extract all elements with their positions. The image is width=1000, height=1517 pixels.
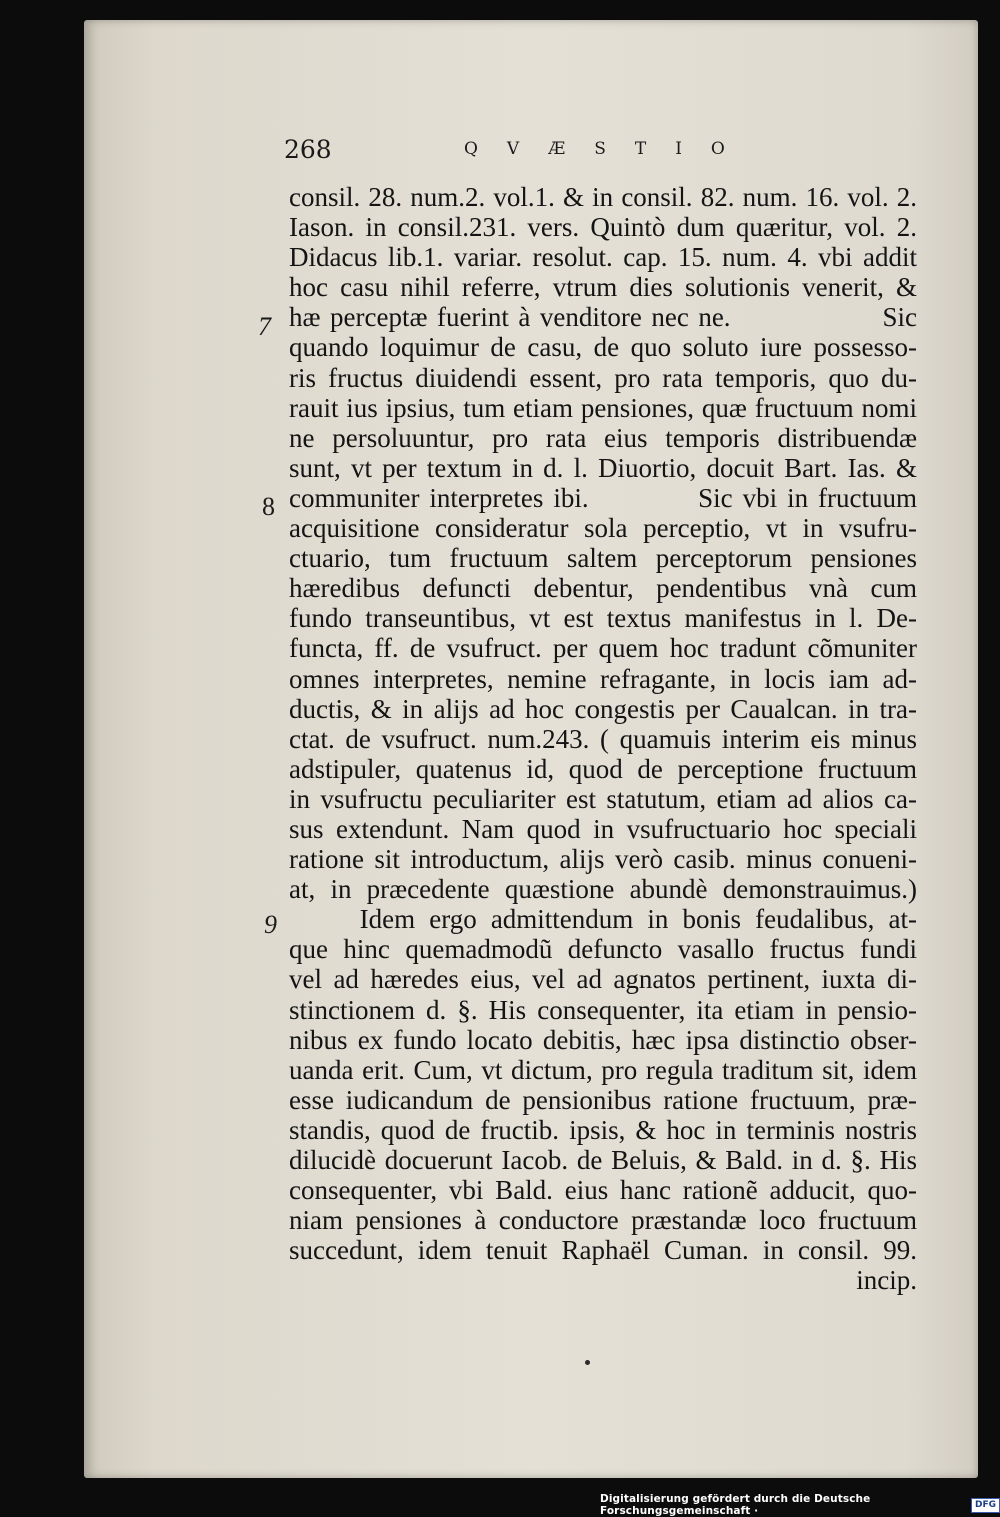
text-line: dilucidè docuerunt Iacob. de Beluis, & Bald. in d. §. His [289,1145,917,1175]
text-line: adstipuler, quatenus id, quod de perceptione fructuum [289,753,917,784]
text-line: ctuario, tum fructuum saltem perceptorum pensiones [289,543,917,574]
text-line: Iason. in consil.231. vers. Quintò dum quæritur, vol. 2. [289,212,917,243]
text-line: fundo transeuntibus, vt est textus manifestus in l. De- [289,603,917,634]
dfg-logo: DFG [971,1498,1000,1513]
text-line: ductis, & in alijs ad hoc congestis per Caualcan. in tra- [289,693,917,724]
digitization-footer [600,1493,1000,1517]
text-line: Didacus lib.1. variar. resolut. cap. 15. num. 4. vbi addit [289,242,917,273]
text-line: sus extendunt. Nam quod in vsufructuario hoc speciali [289,813,917,844]
text-line: communiter interpretes ibi. Sic vbi in fructuum [289,482,917,513]
text-line: at, in præcedente quæstione abundè demonstrauimus.) [289,874,917,905]
text-line: standis, quod de fructib. ipsis, & hoc in terminis nostris [289,1114,917,1145]
text-line: ctat. de vsufruct. num.243. ( quamuis interim eis minus [289,723,917,754]
text-line: rauit ius ipsius, tum etiam pensiones, quæ fructuum nomi [289,392,917,423]
body-text [289,182,917,1295]
catchword: incip. [856,1265,917,1296]
text-line: hæredibus defuncti debentur, pendentibus vnà cum [289,573,917,604]
text-line: que hinc quemadmodũ defuncto vasallo fructus fundi [289,934,917,965]
text-line: quando loquimur de casu, de quo soluto iure possesso- [289,332,917,363]
text-line: nibus ex fundo locato debitis, hæc ipsa distinctio obser- [289,1024,917,1055]
text-line: acquisitione consideratur sola perceptio, vt in vsufru- [289,513,917,544]
text-line: omnes interpretes, nemine refragante, in locis iam ad- [289,663,917,694]
text-line: succedunt, idem tenuit Raphaël Cuman. in consil. 99. [289,1235,917,1266]
text-line: esse iudicandum de pensionibus ratione fructuum, præ- [289,1084,917,1115]
ink-dot [585,1360,590,1365]
text-line: ne persoluuntur, pro rata eius temporis distribuendæ [289,422,917,453]
text-line: functa, ff. de vsufruct. per quem hoc tradunt cõmuniter [289,633,917,664]
text-line: ris fructus diuidendi essent, pro rata temporis, quo du- [289,362,917,393]
text-line: in vsufructu peculiariter est statutum, etiam ad alios ca- [289,783,917,814]
page-number: 268 [284,135,332,164]
text-line: sunt, vt per textum in d. l. Diuortio, docuit Bart. Ias. & [289,452,917,483]
text-line: hoc casu nihil referre, vtrum dies solutionis venerit, & [289,272,917,303]
text-line: consil. 28. num.2. vol.1. & in consil. 82. num. 16. vol. 2. [289,182,917,212]
text-line: ratione sit introductum, alijs verò casib. minus conueni- [289,844,917,875]
text-line: Idem ergo admittendum in bonis feudalibus, at- [289,904,917,935]
text-line: uanda erit. Cum, vt dictum, pro regula traditum sit, idem [289,1054,917,1085]
margin-number: 9 [264,910,277,939]
text-line: niam pensiones à conductore præstandæ loco fructuum [289,1205,917,1236]
text-line: hæ perceptæ fuerint à venditore nec ne. Sic [289,302,917,333]
margin-number: 7 [258,312,271,341]
margin-number: 8 [262,492,275,521]
footer-credit: Digitalisierung gefördert durch die Deutsche Forschungsgemeinschaft · [600,1493,871,1517]
text-line: consequenter, vbi Bald. eius hanc rationẽ adducit, quo- [289,1175,917,1206]
text-line: stinctionem d. §. His consequenter, ita etiam in pensio- [289,994,917,1025]
running-title: QVÆSTIO [464,139,754,159]
running-head [284,135,924,169]
text-line: vel ad hæredes eius, vel ad agnatos pertinent, iuxta di- [289,964,917,995]
